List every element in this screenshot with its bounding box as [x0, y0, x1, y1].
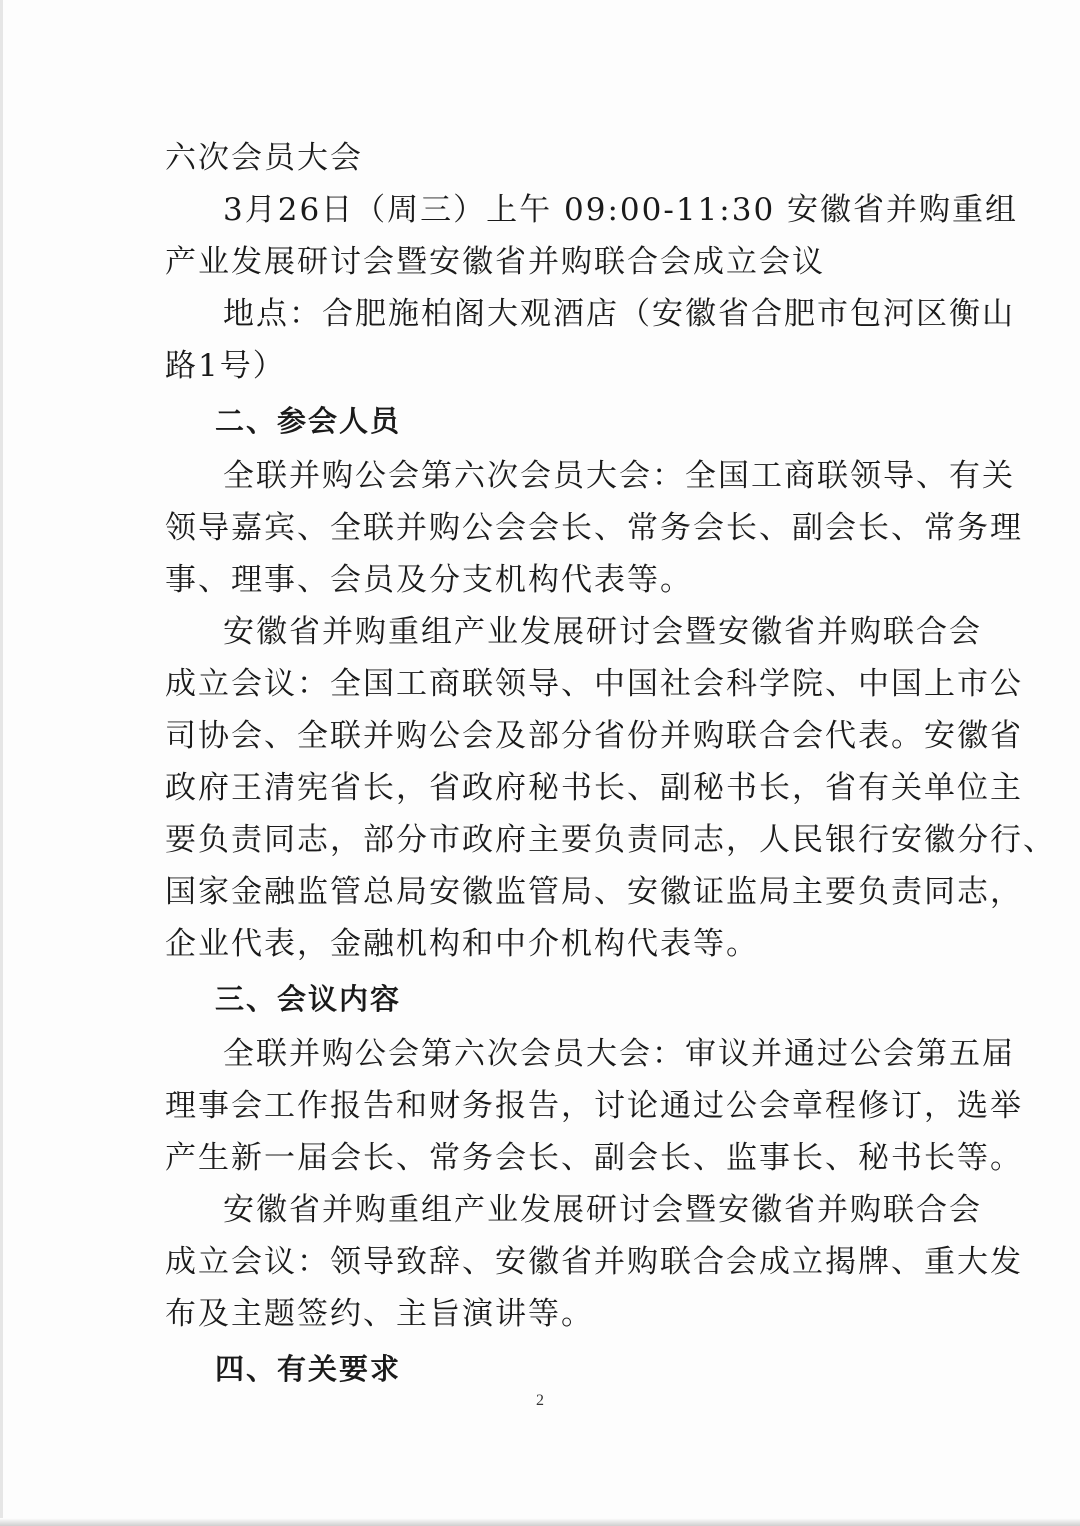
paragraph	[165, 288, 1015, 392]
section-heading	[165, 1340, 915, 1398]
paragraph	[165, 184, 1019, 288]
paragraph-line: 产业发展研讨会暨安徽省并购联合会成立会议	[165, 244, 825, 280]
paragraph-line: 要负责同志，部分市政府主要负责同志，人民银行安徽分行、	[165, 822, 1056, 858]
paragraph-line: 全联并购公会第六次会员大会：审议并通过公会第五届	[223, 1036, 1015, 1072]
paragraph-line: 安徽省并购重组产业发展研讨会暨安徽省并购联合会	[223, 614, 982, 650]
paragraph-line: 路1号）	[165, 348, 286, 384]
paragraph	[165, 132, 915, 184]
paragraph	[165, 1184, 1023, 1340]
paragraph-line: 3月26日（周三）上午 09:00-11:30 安徽省并购重组	[223, 192, 1019, 228]
paragraph	[165, 1028, 1023, 1184]
paragraph-line: 六次会员大会	[165, 140, 363, 176]
paragraph-line: 政府王清宪省长，省政府秘书长、副秘书长，省有关单位主	[165, 770, 1023, 806]
paragraph-line: 地点：合肥施柏阁大观酒店（安徽省合肥市包河区衡山	[223, 296, 1015, 332]
paragraph-line: 理事会工作报告和财务报告，讨论通过公会章程修订，选举	[165, 1088, 1023, 1124]
paragraph-line: 国家金融监管总局安徽监管局、安徽证监局主要负责同志，	[165, 874, 1023, 910]
section-heading	[165, 392, 915, 450]
paragraph-line: 成立会议：领导致辞、安徽省并购联合会成立揭牌、重大发	[165, 1244, 1023, 1280]
scan-bottom-edge	[0, 1518, 1080, 1526]
scan-left-edge	[0, 0, 3, 1526]
paragraph	[165, 606, 1056, 970]
paragraph-line: 成立会议：全国工商联领导、中国社会科学院、中国上市公	[165, 666, 1023, 702]
paragraph-line: 安徽省并购重组产业发展研讨会暨安徽省并购联合会	[223, 1192, 982, 1228]
paragraph-line: 产生新一届会长、常务会长、副会长、监事长、秘书长等。	[165, 1140, 1023, 1176]
paragraph-line: 事、理事、会员及分支机构代表等。	[165, 562, 693, 598]
paragraph-line: 布及主题签约、主旨演讲等。	[165, 1296, 594, 1332]
paragraph-line: 企业代表，金融机构和中介机构代表等。	[165, 926, 759, 962]
section-heading	[165, 970, 915, 1028]
paragraph-line: 司协会、全联并购公会及部分省份并购联合会代表。安徽省	[165, 718, 1023, 754]
paragraph-line: 全联并购公会第六次会员大会：全国工商联领导、有关	[223, 458, 1015, 494]
section-heading-text: 三、会议内容	[215, 982, 402, 1016]
paragraph-line: 领导嘉宾、全联并购公会会长、常务会长、副会长、常务理	[165, 510, 1023, 546]
page-number: 2	[536, 1392, 544, 1409]
section-heading-text: 四、有关要求	[215, 1352, 402, 1386]
paragraph	[165, 450, 1023, 606]
section-heading-text: 二、参会人员	[215, 404, 402, 438]
document-body	[165, 132, 1056, 1398]
